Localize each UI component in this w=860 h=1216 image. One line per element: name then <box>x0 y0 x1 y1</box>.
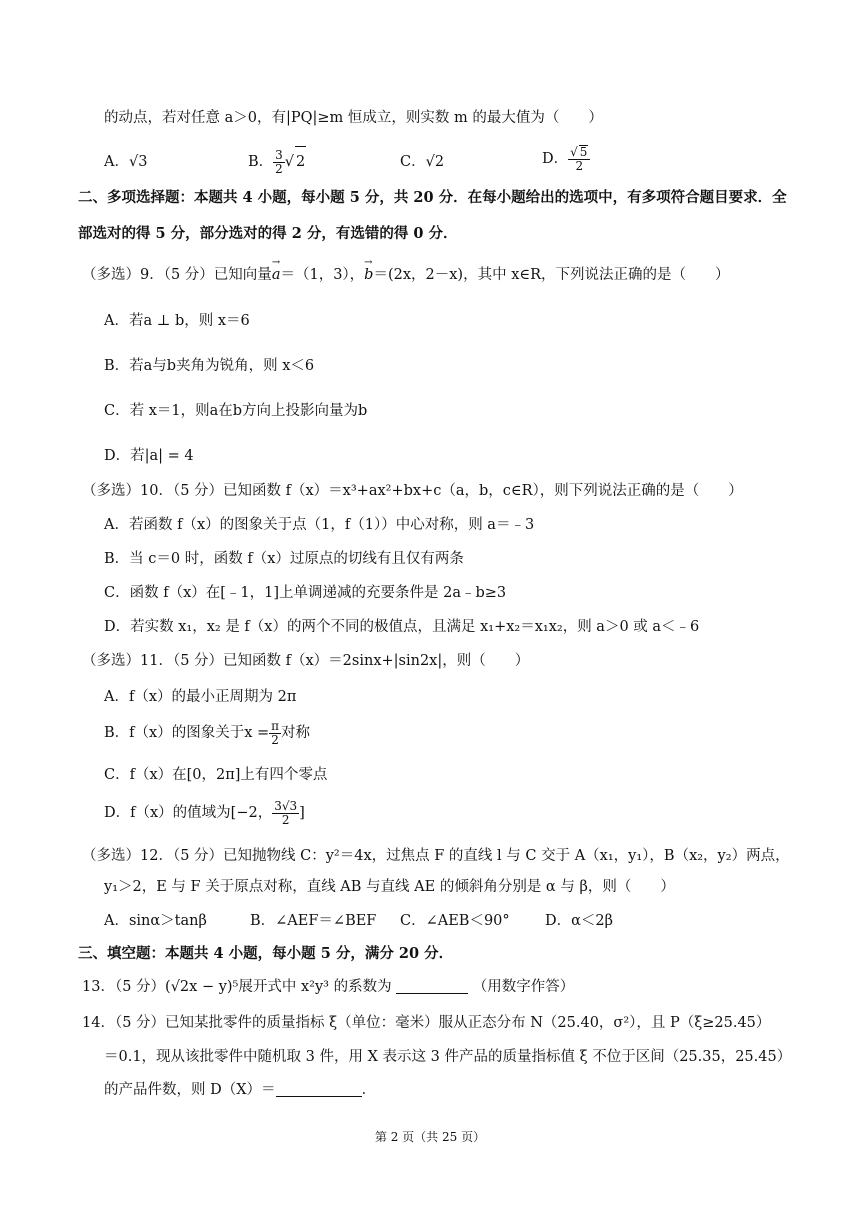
q13-answer-blank[interactable] <box>396 993 468 994</box>
q11-option-b-num: π <box>271 718 280 733</box>
q10-option-d: D．若实数 x₁，x₂ 是 f（x）的两个不同的极值点，且满足 x₁+x₂＝x₁x₂，则 a＞0 或 a＜﹣6 <box>104 619 700 635</box>
q10-stem: （多选）10．（5 分）已知函数 f（x）＝x³+ax²+bx+c（a，b，c∈R），则下列说法正确的是（ ） <box>82 483 743 499</box>
q9-option-a: A．若a ⊥ b，则 x＝6 <box>104 313 250 329</box>
q12-stem-line2: y₁＞2，E 与 F 关于原点对称，直线 AB 与直线 AE 的倾斜角分别是 α 与 β，则（ ） <box>104 879 675 895</box>
q11-option-d-num: 3√3 <box>274 798 298 813</box>
q11-option-d <box>104 798 305 828</box>
q11-option-a: A．f（x）的最小正周期为 2π <box>104 689 297 705</box>
q8-option-d <box>542 144 590 174</box>
section2-heading-line1: 二、多项选择题：本题共 4 小题，每小题 5 分，共 20 分．在每小题给出的选项中，有多项符合题目要求．全 <box>78 189 787 206</box>
q8-option-b-prefix: B． <box>248 154 274 170</box>
q11-option-c: C．f（x）在[0，2π]上有四个零点 <box>104 767 328 783</box>
q9-stem-part3: ＝(2x，2－x)，其中 x∈R，下列说法正确的是（ ） <box>373 267 730 283</box>
q12-option-d: D．α＜2β <box>545 913 614 929</box>
q11-option-b-suffix: 对称 <box>281 725 311 741</box>
q11-option-b-den: 2 <box>271 732 279 747</box>
q8-option-d-fraction <box>568 145 590 173</box>
q8-option-c: C．√2 <box>400 154 445 170</box>
q12-option-b: B．∠AEF＝∠BEF <box>250 913 377 929</box>
q13-stem <box>82 977 574 997</box>
q14-answer-blank[interactable] <box>276 1096 362 1097</box>
q8-option-b-root: 2 <box>295 146 306 177</box>
section3-heading: 三、填空题：本题共 4 小题，每小题 5 分，满分 20 分． <box>78 945 454 962</box>
q11-stem: （多选）11．（5 分）已知函数 f（x）＝2sinx+|sin2x|，则（ ） <box>82 653 530 669</box>
q8-stem: 的动点，若对任意 a＞0，有|PQ|≥m 恒成立，则实数 m 的最大值为（ ） <box>104 110 603 126</box>
q11-option-d-suffix: ] <box>299 805 305 821</box>
q11-option-b-prefix: B．f（x）的图象关于x = <box>104 725 270 741</box>
vector-a-icon: → a <box>272 265 281 285</box>
q8-option-d-prefix: D． <box>542 151 569 167</box>
section2-heading-line2: 部选对的得 5 分，部分选对的得 2 分，有选错的得 0 分． <box>78 225 458 242</box>
q10-option-c: C．函数 f（x）在[﹣1，1]上单调递减的充要条件是 2a﹣b≥3 <box>104 585 507 601</box>
q8-option-b: B． $\frac{3}{2}$ √ 2 <box>248 147 306 176</box>
q10-option-a: A．若函数 f（x）的图象关于点（1，f（1））中心对称，则 a＝﹣3 <box>104 517 535 533</box>
q9-option-c: C．若 x＝1，则a在b方向上投影向量为b <box>104 403 368 419</box>
q14-line3-text: 的产品件数，则 D（X）＝ <box>104 1082 276 1098</box>
q14-line3: 的产品件数，则 D（X）＝ ． <box>104 1082 377 1098</box>
q8-option-b-fraction <box>273 149 285 176</box>
q8-option-d-den: 2 <box>575 159 584 173</box>
q11-option-b <box>104 718 310 748</box>
q14-line2: ＝0.1，现从该批零件中随机取 3 件，用 X 表示这 3 件产品的质量指标值 ξ 不位于区间（25.35，25.45） <box>104 1049 792 1065</box>
q8-option-b-den: 2 <box>275 161 283 176</box>
q9-stem-part1: （多选）9．（5 分）已知向量 <box>82 267 272 283</box>
q13-stem-prefix: 13．（5 分）(√2x − y)⁵展开式中 x²y³ 的系数为 <box>82 979 392 995</box>
q12-option-a: A．sinα＞tanβ <box>104 913 207 929</box>
page-footer: 第 2 页（共 25 页） <box>374 1130 486 1144</box>
q11-option-d-den: 2 <box>281 812 290 827</box>
q12-stem-line1: （多选）12．（5 分）已知抛物线 C：y²＝4x，过焦点 F 的直线 l 与 C 交于 A（x₁，y₁），B（x₂，y₂）两点， <box>82 848 790 864</box>
vector-b-icon: → b <box>364 265 373 285</box>
q13-stem-suffix: （用数字作答） <box>472 979 575 995</box>
q10-option-b: B．当 c＝0 时，函数 f（x）过原点的切线有且仅有两条 <box>104 551 464 567</box>
q8-option-a: A．√3 <box>104 154 148 170</box>
q8-option-b-num: 3 <box>275 147 283 162</box>
q8-option-d-num: √ 5 <box>568 145 590 160</box>
q14-line1: 14．（5 分）已知某批零件的质量指标 ξ（单位：毫米）服从正态分布 N（25.40，σ²），且 P（ξ≥25.45） <box>82 1015 771 1031</box>
q11-option-d-fraction <box>272 800 299 827</box>
q9-option-d: D．若|a| = 4 <box>104 448 194 464</box>
q11-option-d-prefix: D．f（x）的值域为[−2， <box>104 805 273 821</box>
q11-option-b-fraction <box>269 720 281 747</box>
q9-stem <box>82 265 730 285</box>
q9-option-b: B．若a与b夹角为锐角，则 x＜6 <box>104 358 315 374</box>
q12-option-c: C．∠AEB＜90° <box>400 913 510 929</box>
q9-stem-part2: ＝（1，3）， <box>280 267 365 283</box>
